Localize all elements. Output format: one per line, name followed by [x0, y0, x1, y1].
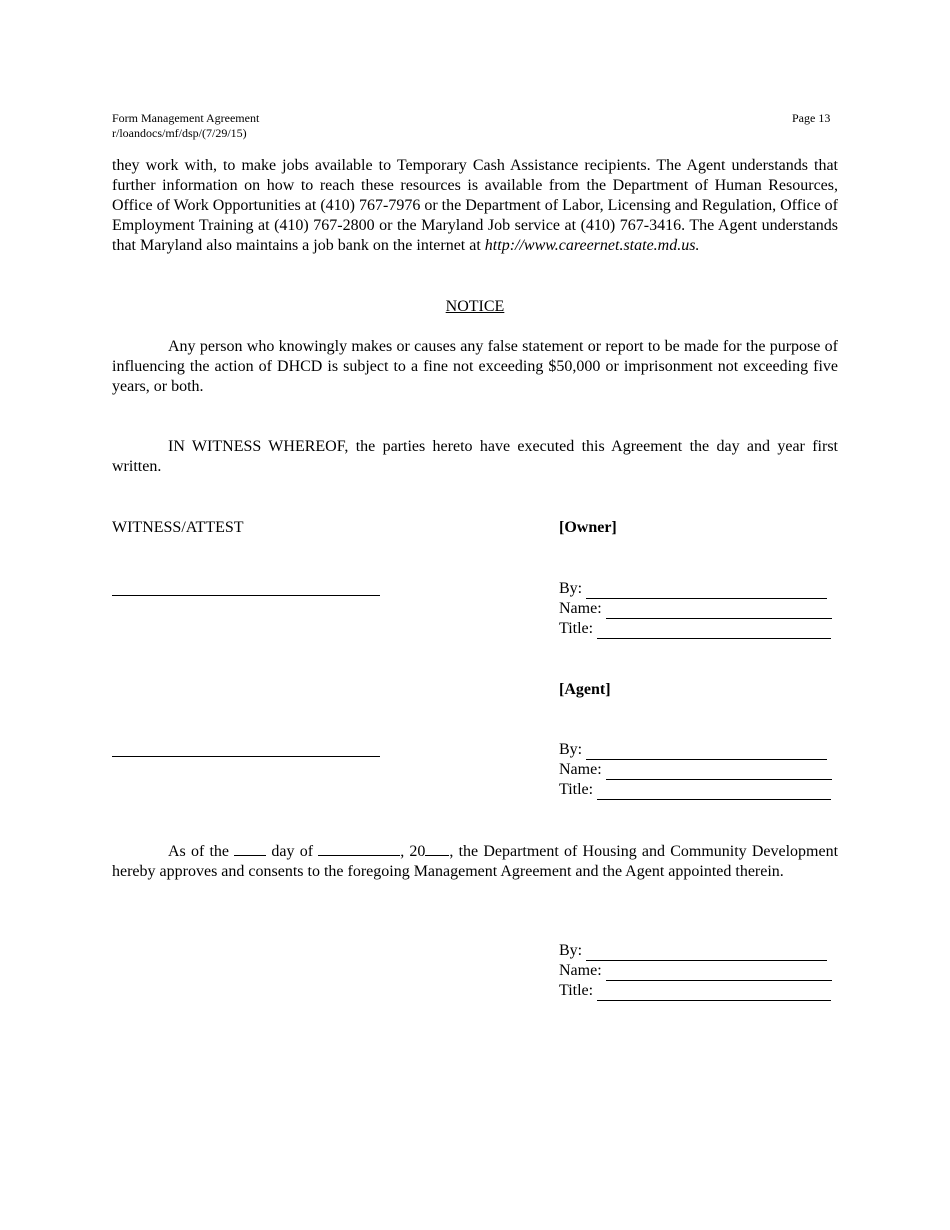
witness-paragraph: IN WITNESS WHEREOF, the parties hereto have executed this Agreement the day and year first written.: [112, 438, 838, 475]
witness-signature-line-agent[interactable]: [112, 756, 380, 757]
agent-by-field[interactable]: [586, 744, 827, 760]
owner-by-field[interactable]: [586, 583, 827, 599]
notice-paragraph: Any person who knowingly makes or causes any false statement or report to be made for the purpose of influencing the action of DHCD is subject to a fine not exceeding $50,000 or imprisonment not exceeding five years, or both.: [112, 338, 838, 395]
witness-attest-label: WITNESS/ATTEST: [112, 519, 244, 536]
page-number: Page 13: [792, 111, 831, 125]
dhcd-by-field[interactable]: [586, 945, 827, 961]
agent-by-label: By:: [559, 741, 583, 758]
approval-day-field[interactable]: [234, 841, 266, 856]
continuation-paragraph: [112, 156, 838, 256]
agent-title-label: Title:: [559, 781, 594, 798]
agent-label: [Agent]: [559, 681, 611, 698]
dhcd-by-label: By:: [559, 942, 583, 959]
dhcd-title-field[interactable]: [597, 985, 831, 1001]
dhcd-signature-block: [559, 941, 832, 1001]
careernet-link[interactable]: http://www.careernet.state.md.us.: [484, 237, 700, 254]
continuation-text: they work with, to make jobs available to Temporary Cash Assistance recipients. The Agent understands that further information on how to reach these resources is available from the Department of Human Resources, Office of Work Opportunities at (410) 767-7976 or the Department of Labor, Licensing and Regulation, Office of Employment Training at (410) 767-2800 or the Maryland Job service at (410) 767-3416. The Agent understands that Maryland also maintains a job bank on the internet at: [112, 157, 838, 254]
approval-text-4: , the Department of Housing and Community Development hereby approves and consents to the foregoing Management Agreement and the Agent appointed therein.: [112, 843, 839, 880]
owner-name-label: Name:: [559, 600, 602, 617]
document-code: r/loandocs/mf/dsp/(7/29/15): [112, 126, 247, 140]
agent-signature-block: [559, 740, 832, 800]
approval-month-field[interactable]: [318, 841, 400, 856]
page-header-left: [112, 111, 259, 141]
owner-signature-block: [559, 579, 832, 639]
owner-title-field[interactable]: [597, 623, 831, 639]
approval-year-field[interactable]: [425, 841, 449, 856]
document-title: Form Management Agreement: [112, 111, 260, 125]
agent-name-label: Name:: [559, 761, 602, 778]
dhcd-name-label: Name:: [559, 962, 602, 979]
agent-title-field[interactable]: [597, 784, 831, 800]
owner-label: [Owner]: [559, 519, 617, 536]
notice-heading: NOTICE: [445, 298, 505, 315]
witness-signature-line-owner[interactable]: [112, 595, 380, 596]
dhcd-name-field[interactable]: [606, 965, 832, 981]
approval-text-1: As of the: [168, 843, 230, 860]
approval-text-2: day of: [271, 843, 314, 860]
agent-name-field[interactable]: [606, 764, 832, 780]
approval-text-3: , 20: [400, 843, 426, 860]
dhcd-title-label: Title:: [559, 982, 594, 999]
owner-name-field[interactable]: [606, 603, 832, 619]
owner-by-label: By:: [559, 580, 583, 597]
dhcd-approval-paragraph: [112, 841, 838, 882]
owner-title-label: Title:: [559, 620, 594, 637]
